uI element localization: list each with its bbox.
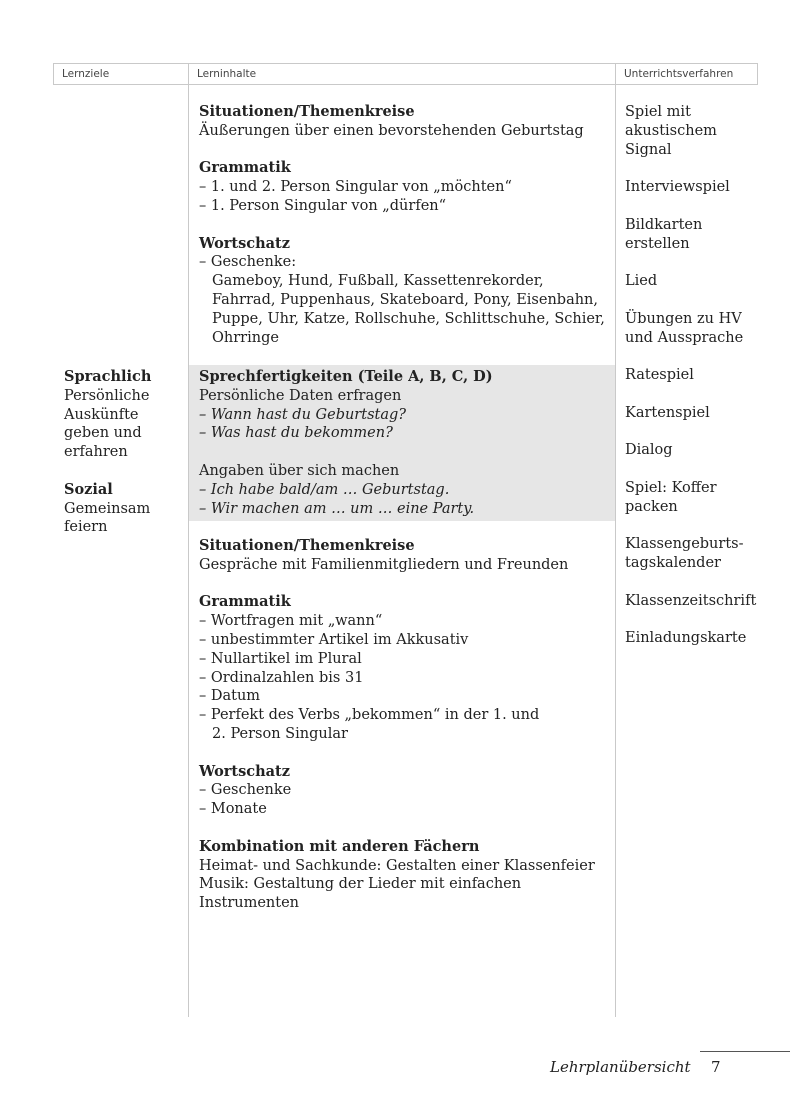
example-line: – Was hast du bekommen? xyxy=(199,425,393,442)
column-divider-left xyxy=(188,85,189,1017)
lernziel-line: Auskünfte xyxy=(64,406,139,423)
header-unterrichtsverfahren: Unterrichtsverfahren xyxy=(615,63,758,85)
lernziel-line: geben und xyxy=(64,425,142,442)
verfahren-item: Einladungskarte xyxy=(625,630,747,647)
header-lerninhalte: Lerninhalte xyxy=(188,63,616,85)
section-title: Situationen/Themenkreise xyxy=(199,103,415,120)
lernziel-line: Persönliche xyxy=(64,387,150,404)
list-item: Puppe, Uhr, Katze, Rollschuhe, Schlittschuhe, Schier, xyxy=(212,310,605,327)
list-item: – Monate xyxy=(199,801,267,818)
sprachlich-title: Sprachlich xyxy=(64,368,152,385)
section-title: Situationen/Themenkreise xyxy=(199,537,415,554)
list-item: 2. Person Singular xyxy=(212,725,348,742)
verfahren-item: Interviewspiel xyxy=(625,179,730,196)
verfahren-item: Übungen zu HV xyxy=(625,310,742,327)
lernziele-column xyxy=(64,368,184,537)
verfahren-column xyxy=(625,103,785,648)
lerninhalte-block-sprechfertigkeiten xyxy=(199,368,611,518)
list-item: – Geschenke: xyxy=(199,254,297,271)
example-line: – Ich habe bald/am … Geburtstag. xyxy=(199,481,450,498)
verfahren-item: Bildkarten xyxy=(625,216,703,233)
list-item: – unbestimmter Artikel im Akkusativ xyxy=(199,631,469,648)
text-line: Äußerungen über einen bevorstehenden Geburtstag xyxy=(199,122,584,139)
section-title: Sprechfertigkeiten (Teile A, B, C, D) xyxy=(199,368,493,385)
column-divider-right xyxy=(615,85,616,1017)
footer-title: Lehrplanübersicht xyxy=(550,1058,691,1076)
verfahren-item: packen xyxy=(625,498,678,515)
list-item: – Perfekt des Verbs „bekommen“ in der 1. und xyxy=(199,707,540,724)
list-item: – Geschenke xyxy=(199,782,292,799)
sozial-title: Sozial xyxy=(64,480,113,498)
verfahren-item: Klassenzeitschrift xyxy=(625,592,757,609)
verfahren-item: Signal xyxy=(625,141,672,158)
list-item: – Ordinalzahlen bis 31 xyxy=(199,669,364,686)
verfahren-item: Lied xyxy=(625,273,658,290)
section-title: Grammatik xyxy=(199,159,291,177)
list-item: Ohrringe xyxy=(212,329,279,346)
text-line: Gespräche mit Familienmitgliedern und Freunden xyxy=(199,556,569,573)
verfahren-item: Spiel: Koffer xyxy=(625,479,717,496)
section-title: Wortschatz xyxy=(199,234,290,252)
verfahren-item: Klassengeburts- xyxy=(625,536,744,553)
lernziel-line: feiern xyxy=(64,519,108,536)
verfahren-item: Dialog xyxy=(625,442,673,459)
lerninhalte-block-1 xyxy=(199,103,611,347)
text-line: Heimat- und Sachkunde: Gestalten einer Klassenfeier xyxy=(199,857,595,874)
example-line: – Wir machen am … um … eine Party. xyxy=(199,500,475,517)
section-title: Grammatik xyxy=(199,593,291,611)
lerninhalte-block-3 xyxy=(199,537,611,913)
example-line: – Wann hast du Geburtstag? xyxy=(199,406,407,423)
text-line: Musik: Gestaltung der Lieder mit einfachen xyxy=(199,876,522,893)
verfahren-item: Spiel mit xyxy=(625,104,691,120)
section-title: Wortschatz xyxy=(199,762,290,780)
list-item: – Datum xyxy=(199,688,261,705)
header-lernziele: Lernziele xyxy=(53,63,189,85)
verfahren-item: erstellen xyxy=(625,235,690,252)
list-item: – 1. und 2. Person Singular von „möchten“ xyxy=(199,179,512,196)
list-item: Gameboy, Hund, Fußball, Kassettenrekorder, xyxy=(212,273,544,290)
text-line: Persönliche Daten erfragen xyxy=(199,387,402,404)
list-item: Fahrrad, Puppenhaus, Skateboard, Pony, Eisenbahn, xyxy=(212,291,599,308)
lernziel-line: Gemeinsam xyxy=(64,500,151,517)
list-item: – 1. Person Singular von „dürfen“ xyxy=(199,197,447,214)
verfahren-item: akustischem xyxy=(625,122,717,139)
verfahren-item: Kartenspiel xyxy=(625,404,710,421)
list-item: – Wortfragen mit „wann“ xyxy=(199,613,383,630)
section-title: Kombination mit anderen Fächern xyxy=(199,837,480,855)
text-line: Angaben über sich machen xyxy=(199,462,400,479)
verfahren-item: tagskalender xyxy=(625,555,721,572)
footer-rule xyxy=(700,1051,790,1052)
verfahren-item: und Aussprache xyxy=(625,329,744,346)
lernziel-line: erfahren xyxy=(64,444,128,461)
list-item: – Nullartikel im Plural xyxy=(199,650,362,667)
verfahren-item: Ratespiel xyxy=(625,367,694,384)
text-line: Instrumenten xyxy=(199,895,300,912)
page-number: 7 xyxy=(711,1058,721,1076)
